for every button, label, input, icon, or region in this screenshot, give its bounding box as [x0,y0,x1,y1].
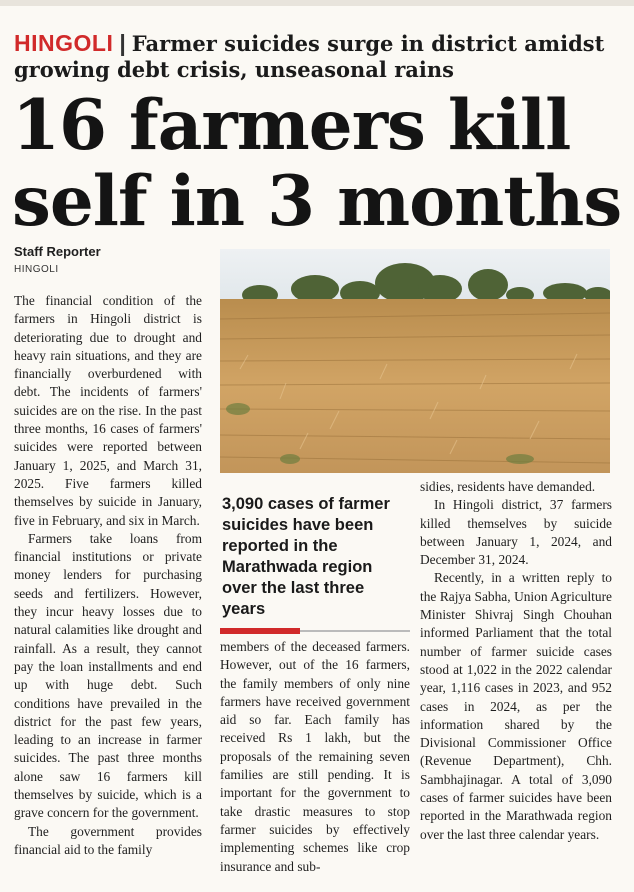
kicker [14,30,624,83]
pull-quote-rule [300,630,410,632]
pull-quote-accent-rule [220,628,300,634]
dry-field-photo [220,249,610,473]
kicker-separator: | [119,30,126,56]
top-strip [0,0,634,6]
article-column-2 [220,638,410,876]
paragraph: sidies, residents have demanded. [420,479,596,494]
kicker-place: HINGOLI [14,30,114,56]
article-column-1 [14,292,202,859]
byline: Staff Reporter [14,244,101,259]
paragraph: Farmers take loans from financial institutions or private money lenders for purchasing seeds and fertilizers. However, they incur heavy losses due to natural calamities like drought and rainfall. As a result, they cannot pay the loan installments and end up with huge debt. Such conditions have prevailed in the district for the past few years, leading to an increase in farmer suicides. The past three months alone saw 16 farmers kill themselves by suicide, which is a grave concern for the government. [14,530,202,821]
article-column-3 [420,478,612,844]
paragraph: In Hingoli district, 37 farmers killed themselves by suicide between January 1, 2024, and December 31, 2024. [420,497,612,568]
paragraph: Recently, in a written reply to the Rajya Sabha, Union Agriculture Minister Shivraj Singh Chouhan informed Parliament that the total number of farmer suicide cases stood at 1,022 in the 2022 calendar year, 1,116 cases in 2023, and 952 cases in 2024, as per the information shared by the Divisional Commissioner Office (Revenue Department), Chh. Sambhajinagar. A total of 3,090 cases of farmer suicides have been reported in the Marathwada region over the last three calendar years. [420,570,612,842]
paragraph: The government provides financial aid to the family [14,823,202,857]
pull-quote: 3,090 cases of farmer suicides have been reported in the Marathwada region over the last three years [222,495,390,618]
kicker-deck: Farmer suicides surge in district amidst growing debt crisis, unseasonal rains [14,31,605,82]
paragraph: The financial condition of the farmers in Hingoli district is deteriorating due to drought and heavy rain situations, and they are financially overburdened with debt. The incidents of farmers' suicides are on the rise. In the past three months, 16 cases of farmers' suicides were reported between January 1, 2025, and March 31, 2025. Five farmers killed themselves by suicide in January, five in February, and six in March. [14,293,202,528]
headline: 16 farmers kill self in 3 months [12,85,622,242]
dateline: HINGOLI [14,264,59,275]
paragraph: members of the deceased farmers. However, out of the 16 farmers, the family members of only nine farmers have received government aid so far. Each family has received Rs 1 lakh, but the proposals of the remaining seven families are still pending. It is important for the government to take drastic measures to stop farmer suicides by effectively implementing schemes like crop insurance and sub- [220,639,410,874]
